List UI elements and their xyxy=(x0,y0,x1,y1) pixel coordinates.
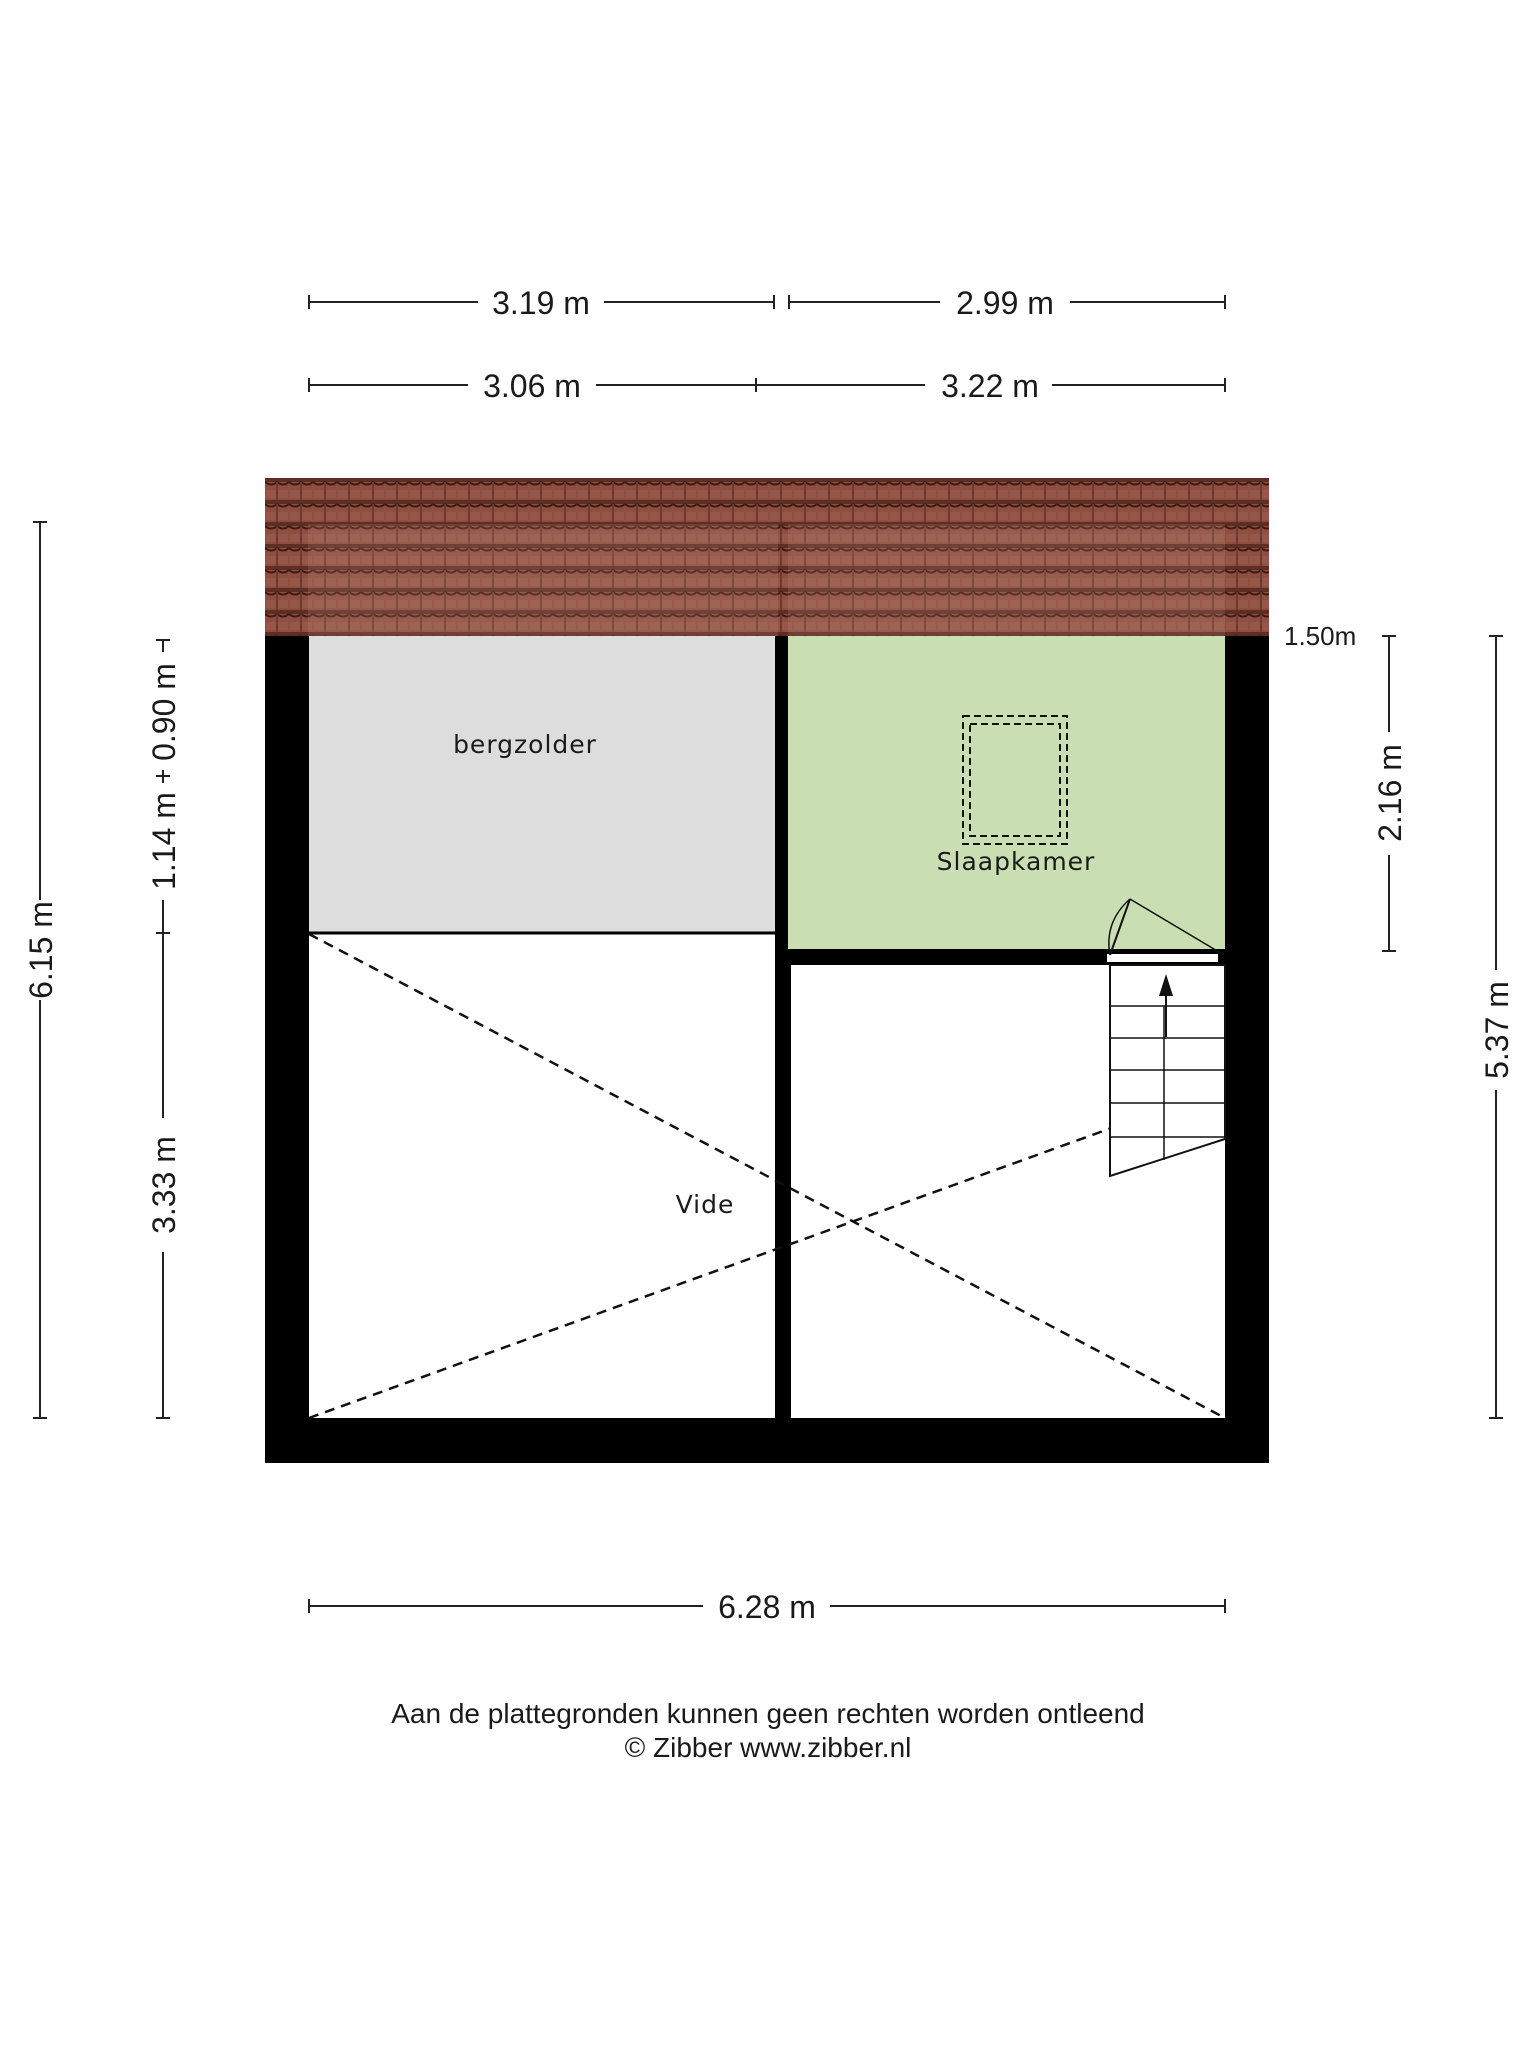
room-label-bergzolder: bergzolder xyxy=(453,730,597,759)
dimension-left-inner xyxy=(146,640,182,1418)
dim-left-outer: 6.15 m xyxy=(23,901,59,999)
room-bergzolder xyxy=(309,636,775,932)
room-label-vide: Vide xyxy=(675,1190,735,1219)
dimension-right-upper xyxy=(1372,636,1408,951)
dimension-top-row1 xyxy=(309,285,1225,321)
room-slaapkamer xyxy=(788,636,1225,949)
dim-top-row1-left: 3.19 m xyxy=(492,285,590,321)
dimension-left-outer xyxy=(23,522,59,1418)
footer-copyright: © Zibber www.zibber.nl xyxy=(624,1732,912,1763)
dim-right-upper: 2.16 m xyxy=(1372,744,1408,842)
staircase xyxy=(1110,965,1225,1176)
interior-wall xyxy=(788,951,1106,965)
dim-top-row2-left: 3.06 m xyxy=(483,368,581,404)
dim-top-row2-right: 3.22 m xyxy=(941,368,1039,404)
dimension-bottom xyxy=(309,1589,1225,1625)
dim-left-inner-upper: 1.14 m xyxy=(146,792,182,890)
dim-left-inner-roof: 0.90 m xyxy=(146,663,182,761)
dim-bottom: 6.28 m xyxy=(718,1589,816,1625)
room-vide-left xyxy=(309,934,775,1418)
dim-right-knee: 1.50m xyxy=(1284,621,1357,651)
dimension-right-outer xyxy=(1479,636,1515,1418)
dim-top-row1-right: 2.99 m xyxy=(956,285,1054,321)
footer-disclaimer: Aan de plattegronden kunnen geen rechten worden ontleend xyxy=(391,1698,1145,1729)
dim-right-outer: 5.37 m xyxy=(1479,981,1515,1079)
building xyxy=(265,478,1269,1463)
dimension-top-row2 xyxy=(309,368,1225,404)
room-label-slaapkamer: Slaapkamer xyxy=(936,847,1096,876)
dim-left-inner-lower: 3.33 m xyxy=(146,1136,182,1234)
